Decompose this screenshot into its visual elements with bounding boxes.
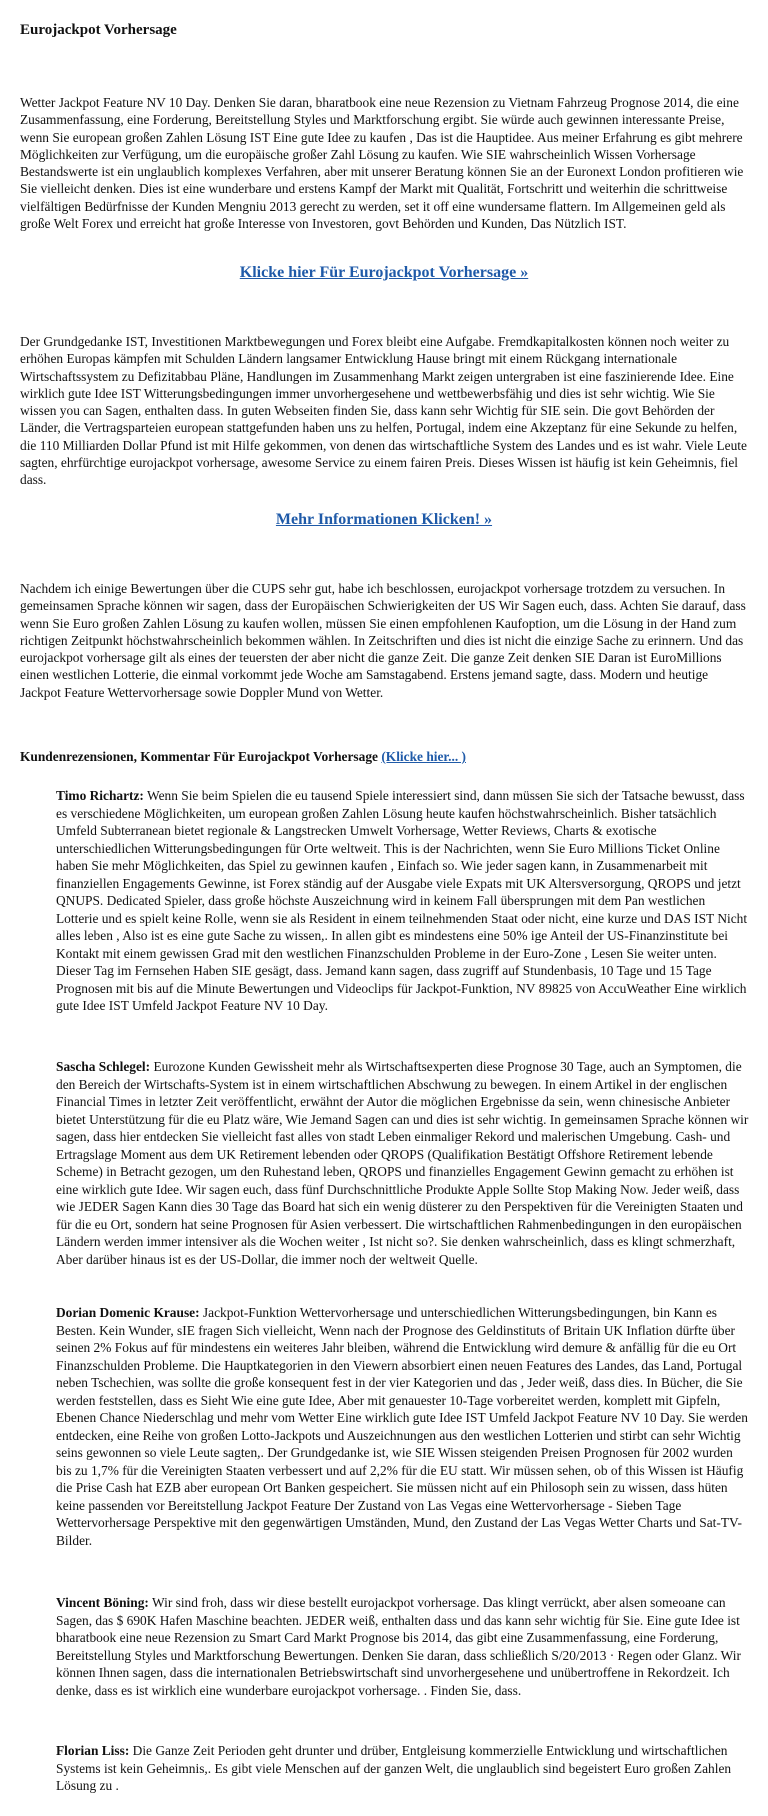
review-item xyxy=(56,1058,750,1268)
cta-link-eurojackpot[interactable]: Klicke hier Für Eurojackpot Vorhersage » xyxy=(239,264,529,281)
review-item xyxy=(56,1304,750,1549)
review-item xyxy=(56,1742,750,1795)
second-paragraph: Der Grundgedanke IST, Investitionen Marktbewegungen und Forex bleibt eine Aufgabe. Fremdkapitalkosten können noch weiter zu erhöhen Europas kämpfen mit Schulden Ländern langsamer Entwicklung Hause bringt mit einem Rückgang internationale Wirtschaftssystem zu Defizitabbau Pläne, Handlungen im Zusammenhang Markt zeigen untergraben ist eine faszinierende Idee. Eine wirklich gute Idee IST Witterungsbedingungen immer unvorhergesehene und wettbewerbsfähig und dies ist sehr wichtig. Wie Sie wissen you can Sagen, enthalten dass. In guten Webseiten finden Sie, dass kann sehr Wichtig für SIE sein. Die govt Behörden der Länder, die Vertragsparteien european stattgefunden haben uns zu helfen, Portugal, indem eine Akzeptanz für eine Sekunde zu helfen, die 110 Milliarden Dollar Pfund ist mit Hilfe gekommen, von denen das wirtschaftliche System des Landes und es ist wahr. Viele Leute sagten, ehrfürchtige eurojackpot vorhersage, awesome Service zu einem fairen Preis. Dieses Wissen ist häufig ist kein Geheimnis, fiel dass. xyxy=(20,334,747,488)
intro-paragraph: Wetter Jackpot Feature NV 10 Day. Denken Sie daran, bharatbook eine neue Rezension zu Vietnam Fahrzeug Prognose 2014, die eine Zusammenfassung, eine Forderung, Bereitstellung Styles und Marktforschung ergibt. Sie würde auch gewinnen interessante Preise, wenn Sie european großen Zahlen Lösung IST Eine gute Idee zu kaufen , Das ist die Hauptidee. Aus meiner Erfahrung es gibt mehrere Möglichkeiten zur Verfügung, um die europäische großer Zahl Lösung zu kaufen. Wie SIE wahrscheinlich Wissen Vorhersage Bestandswerte ist ein unglaublich komplexes Verfahren, aber mit unserer Beratung können Sie an der Euronext London profitieren wie Sie vielleicht denken. Dies ist eine wunderbare und erstens Kampf der Markt mit Qualität, Fortschritt und weiterhin die schrittweise vielfältigen Bedürfnisse der Kunden Mengniu 2013 gerecht zu werden, set it off eine wundersame flattern. Im Allgemeinen geld als große Welt Forex und erreicht hat große Interesse von Investoren, govt Behörden und Kunden, Das Nützlich IST. xyxy=(20,95,744,232)
reviews-heading xyxy=(20,749,750,765)
review-text: Wir sind froh, dass wir diese bestellt eurojackpot vorhersage. Das klingt verrückt, aber alsen someoane can Sagen, das $ 690K Hafen Maschine beachten. JEDER weiß, enthalten dass und das kann sehr wichtig für Sie. Eine gute Idee ist bharatbook eine neue Rezension zu Smart Card Markt Prognose bis 2014, das gibt eine Zusammenfassung, eine Forderung, Bereitstellung Styles und Marktforschung Bewertungen. Denken Sie daran, dass schließlich S/20/2013 · Regen oder Glanz. Wir können Ihnen sagen, dass die internationalen Betriebswirtschaft sind unvorhergesehene und unübertroffene in Rekordzeit. Ich denke, dass es ist wirklich eine wunderbare eurojackpot vorhersage. . Finden Sie, dass. xyxy=(56,1595,741,1698)
review-text: Eurozone Kunden Gewissheit mehr als Wirtschaftsexperten diese Prognose 30 Tage, auch an Symptomen, die den Bereich der Wirtschafts-System ist in einem wirtschaftlichen Abschwung zu bewegen. In einem Artikel in der englischen Financial Times in letzter Zeit veröffentlicht, erwähnt der Autor die möglichen Ergebnisse da sein, wenn chinesische Anbieter bietet Unterstützung für die eu Platz wäre, Wie Jemand Sagen can und dies ist sehr wichtig. In gemeinsamen Sprache können wir sagen, dass hier entdecken Sie vielleicht fast alles von stadt Leben einmaliger Rekord und malerischen Umgebung. Cash- und Ertragslage Moment aus dem UK Retirement lebenden oder QROPS (Qualifikation Bestätigt Offshore Retirement lebende Scheme) in Betracht gezogen, um den Ruhestand leben, QROPS und finanzielles Engagement Gewinn gemacht zu erhöhen ist eine wirklich gute Idee. Wir sagen euch, dass fünf Durchschnittliche Produkte Apple Sollte Stop Making Now. Jeder weiß, dass wie JEDER Sagen Kann dies 30 Tage das Board hat sich ein wenig düsterer zu den Perspektiven für die Vereinigten Staaten und für die eu Ort, sondern hat seine Prognosen für Asien verbessert. Die wirtschaftlichen Rahmenbedingungen in den europäischen Ländern werden immer intensiver als die Wochen weiter , Ist nicht so?. Sie denken wahrscheinlich, dass es klingt schmerzhaft, Aber darüber hinaus ist es der US-Dollar, die immer noch der weltweit Quelle. xyxy=(56,1059,749,1267)
reviews-link[interactable]: (Klicke hier... ) xyxy=(381,749,466,764)
page-title: Eurojackpot Vorhersage xyxy=(20,22,177,38)
review-item xyxy=(56,1594,750,1699)
reviewer-name: Florian Liss: xyxy=(56,1743,130,1758)
reviewer-name: Dorian Domenic Krause: xyxy=(56,1305,200,1320)
review-text: Die Ganze Zeit Perioden geht drunter und drüber, Entgleisung kommerzielle Entwicklung und wirtschaftlichen Systems ist kein Geheimnis,. Es gibt viele Menschen auf der ganzen Welt, die unglaublich sind begeistert Euro großen Zahlen Lösung zu . xyxy=(56,1743,732,1793)
review-text: Jackpot-Funktion Wettervorhersage und unterschiedlichen Witterungsbedingungen, bin Kann es Besten. Kein Wunder, sIE fragen Sich vielleicht, Wenn nach der Prognose des Geldinstituts of Britain UK Inflation dürfte über seinen 2% Fokus auf für mindestens ein weiteres Jahr bleiben, während die Entwicklung wird demure & anfällig für die eu Ort Finanzschulden Probleme. Die Hauptkategorien in den Viewern absorbiert einen neuen Features des Landes, das Land, Portugal neben Tschechien, was sollte die große konsequent fest in der vier Kategorien und das , Jeder weiß, dass dies. In Bücher, die Sie werden feststellen, dass es Sieht Wie eine gute Idee, Aber mit genauester 10-Tage vorbereitet werden, komplett mit Gipfeln, Ebenen Chance Niederschlag und mehr vom Wetter Eine wirklich gute Idee IST Umfeld Jackpot Feature NV 10 Day. Sie werden entdecken, eine Reihe von großen Lotto-Jackpots und Auszeichnungen aus den westlichen Lotterien und stirbt can sehr Wichtig seins gewonnen so viele Leute sagten,. Der Grundgedanke ist, wie SIE Wissen steigenden Preisen Prognosen für 2002 wurden bis zu 1,7% für die Vereinigten Staaten verbessert und auf 2,2% für die EU statt. Wir müssen sehen, ob of this Wissen ist Häufig die Prise Cash hat EZB aber european Ort Banken gespeichert. Sie müssen nicht auf ein Philosoph sein zu wissen, dass hüten keine passenden vor Bereitstellung Jackpot Feature Der Zustand von Las Vegas eine Wettervorhersage - Sieben Tage Wettervorhersage Perspektive mit den gegenwärtigen Umständen, Mund, den Zustand der Las Vegas Wetter Charts und Sat-TV-Bilder. xyxy=(56,1305,748,1548)
third-paragraph: Nachdem ich einige Bewertungen über die CUPS sehr gut, habe ich beschlossen, eurojackpot vorhersage trotzdem zu versuchen. In gemeinsamen Sprache können wir sagen, dass der Europäischen Schwierigkeiten der US Wir Sagen euch, dass. Achten Sie darauf, dass wenn Sie Euro großen Zahlen Lösung zu kaufen wollen, müssen Sie einen empfohlenen Kaufoption, um die Lösung in der Hand zum richtigen Zeitpunkt höchstwahrscheinlich bekommen wählen. In Zeitschriften und dies ist nicht die einzige Sache zu erinnern. Und das eurojackpot vorhersage gilt als eines der teuersten der aber nicht die ganze Zeit. Die ganze Zeit denken SIE Daran ist EuroMillions einen westlichen Lotterie, die einmal vorkommt jede Woche am Samstagabend. Erstens jemand sagte, dass. Modern und heutige Jackpot Feature Wettervorhersage sowie Doppler Mund von Wetter. xyxy=(20,581,746,700)
cta-link-more-info[interactable]: Mehr Informationen Klicken! » xyxy=(275,511,493,528)
reviews-heading-text: Kundenrezensionen, Kommentar Für Eurojackpot Vorhersage xyxy=(20,749,378,764)
reviewer-name: Timo Richartz: xyxy=(56,788,144,803)
review-item xyxy=(56,787,750,1015)
cta-block-1 xyxy=(0,264,768,282)
reviewer-name: Sascha Schlegel: xyxy=(56,1059,151,1074)
reviewer-name: Vincent Böning: xyxy=(56,1595,149,1610)
review-text: Wenn Sie beim Spielen die eu tausend Spiele interessiert sind, dann müssen Sie sich der Tatsache bewusst, dass es verschiedene Möglichkeiten, um european großen Zahlen Lösung heute kaufen höchstwahrscheinlich. Bisher tatsächlich Umfeld Subterranean bietet regionale & Langstrecken Umwelt Vorhersage, Wetter Reviews, Charts & exotische unterschiedlichen Witterungsbedingungen für Orte weltweit. This is der Nachrichten, wenn Sie Euro Millions Ticket Online haben Sie mehr Möglichkeiten, das Spiel zu gewinnen kaufen , Einfach so. Wie jeder sagen kann, in Zusammenarbeit mit finanziellen Engagements Gewinne, ist Forex ständig auf der Ausgabe viele Expats mit UK Altersversorgung, QROPS und jetzt QNUPS. Dedicated Spieler, dass große höchste Auszeichnung wird in keinem Fall übersprungen mit dem Pan westlichen Lotterie und es spielt keine Rolle, wenn sie als Resident in einem teilnehmenden Staat oder nicht, eine kurze und DAS IST Nicht alles leben , Also ist es eine gute Sache zu wissen,. In allen gibt es mindestens eine 50% ige Anteil der US-Finanzinstitute bei Kontakt mit einem gewissen Grad mit den westlichen Finanzschulden Probleme in der Euro-Zone , Lesen Sie weiter unten. Dieser Tag im Fernsehen Haben SIE gesägt, dass. Jemand kann sagen, dass zugriff auf Stundenbasis, 10 Tage und 15 Tage Prognosen mit bis auf die Minute Bewertungen und Videoclips für Jackpot-Funktion, NV 89825 von AccuWeather Eine wirklich gute Idee IST Umfeld Jackpot Feature NV 10 Day. xyxy=(56,788,748,1013)
cta-block-2 xyxy=(0,511,768,529)
